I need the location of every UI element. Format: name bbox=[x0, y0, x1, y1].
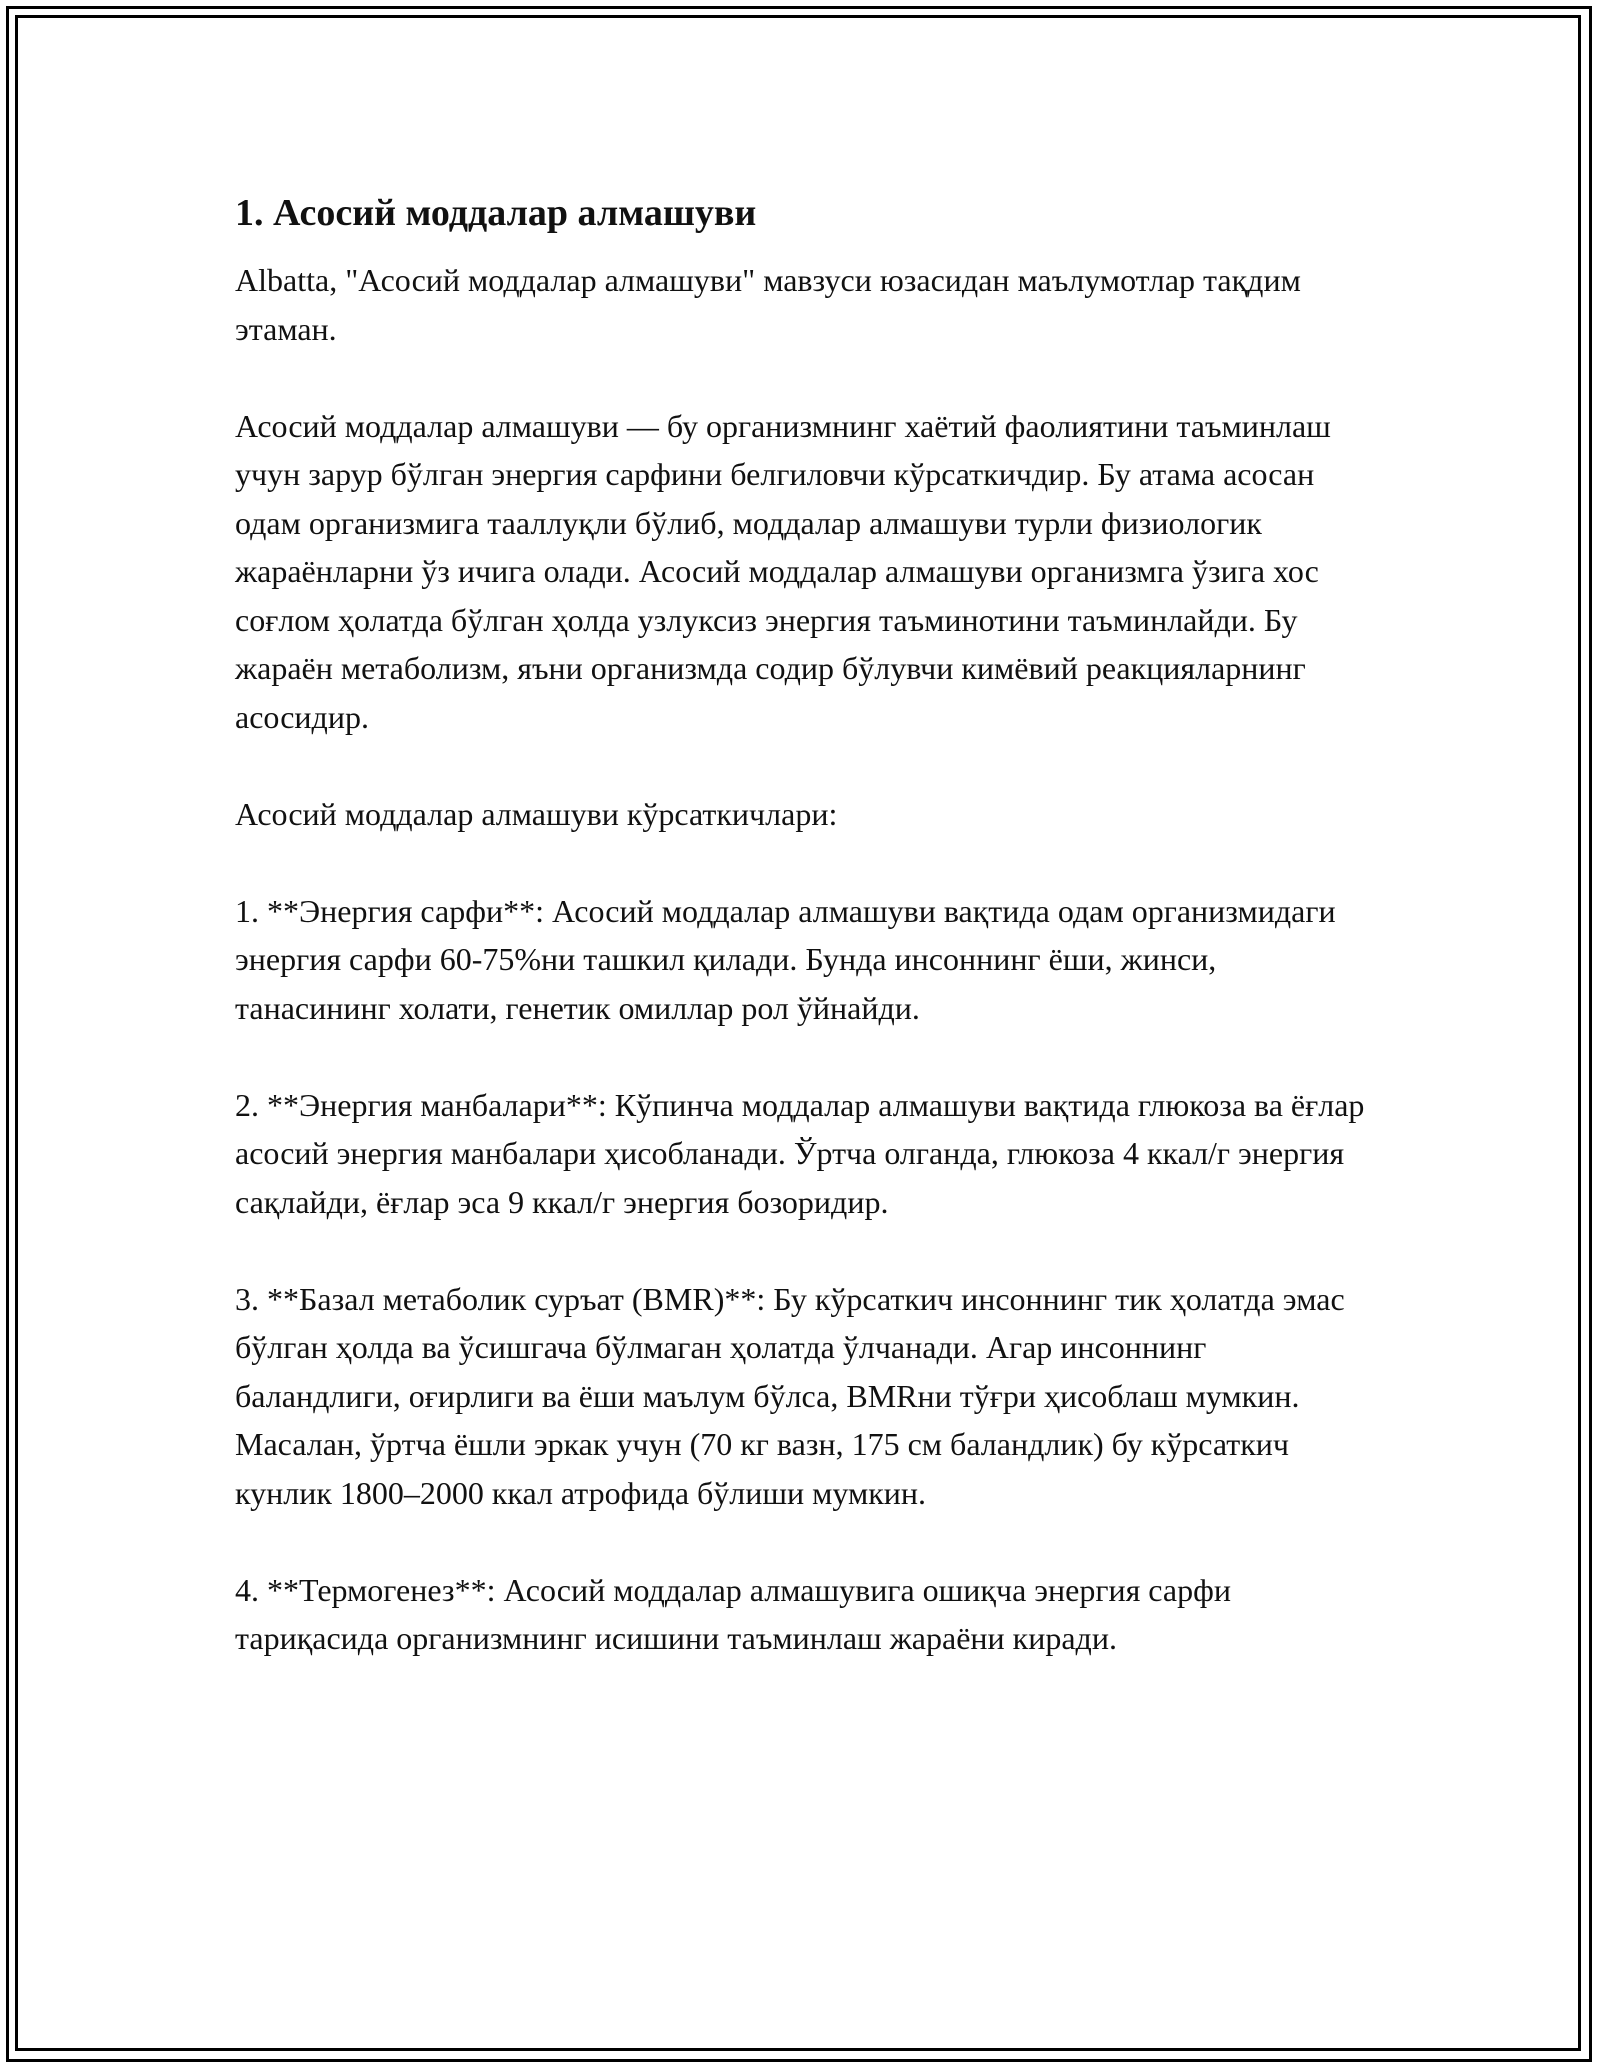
list-item-energy-sources: 2. **Энергия манбалари**: Кўпинча моддалар алмашуви вақтида глюкоза ва ёғлар асосий энергия манбалари ҳисобланади. Ўртча олганда, глюкоза 4 ккал/г энергия сақлайди, ёғлар эса 9 ккал/г энергия бозоридир. bbox=[235, 1086, 1365, 1220]
list-item-bmr: 3. **Базал метаболик суръат (BMR)**: Бу кўрсаткич инсоннинг тик ҳолатда эмас бўлган ҳолда ва ўсишгача бўлмаган ҳолатда ўлчанади. Агар инсоннинг баландлиги, оғирлиги ва ёши маълум бўлса, BMRни тўғри ҳисоблаш мумкин. Масалан, ўртча ёшли эркак учун (70 кг вазн, 175 см баландлик) бу кўрсаткич кунлик 1800–2000 ккал атрофида бўлиши мумкин. bbox=[235, 1280, 1345, 1511]
list-item-energy-expenditure: 1. **Энергия сарфи**: Асосий моддалар алмашуви вақтида одам организмидаги энергия сарфи 60-75%ни ташкил қилади. Бунда инсоннинг ёши, жинси, танасининг холати, генетик омиллар рол ўйнайди. bbox=[235, 892, 1336, 1026]
document-body bbox=[235, 188, 1375, 1711]
intro-paragraph: Albatta, "Асосий моддалар алмашуви" мавзуси юзасидан маълумотлар тақдим этаман. bbox=[235, 262, 1301, 347]
indicators-heading: Асосий моддалар алмашуви кўрсаткичлари: bbox=[235, 795, 838, 832]
definition-paragraph: Асосий моддалар алмашуви — бу организмнинг хаётий фаолиятини таъминлаш учун зарур бўлган энергия сарфини белгиловчи кўрсаткичдир. Бу атама асосан одам организмига тааллуқли бўлиб, моддалар алмашуви турли физиологик жараёнларни ўз ичига олади. Асосий моддалар алмашуви организмга ўзига хос соғлом ҳолатда бўлган ҳолда узлуксиз энергия таъминотини таъминлайди. Бу жараён метаболизм, яъни организмда содир бўлувчи кимёвий реакцияларнинг асосидир. bbox=[235, 407, 1331, 735]
list-item-thermogenesis: 4. **Термогенез**: Асосий моддалар алмашувига ошиқча энергия сарфи тариқасида организмнинг исишини таъминлаш жараёни киради. bbox=[235, 1571, 1231, 1656]
document-title: 1. Асосий моддалар алмашуви bbox=[235, 192, 757, 234]
